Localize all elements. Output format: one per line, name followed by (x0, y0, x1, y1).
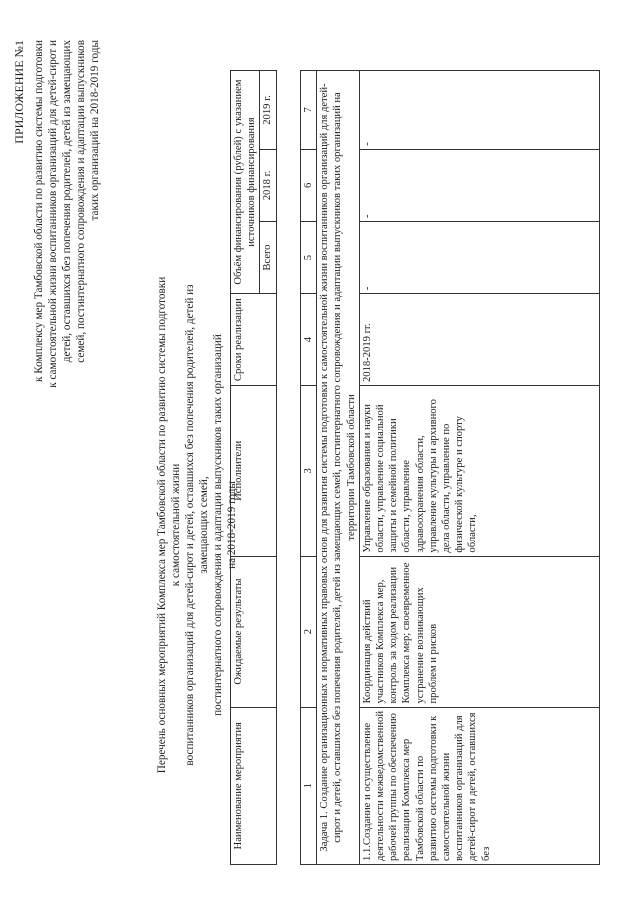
appendix-line: к Комплексу мер Тамбовской области по развитию системы подготовки (33, 40, 45, 383)
table-header (230, 70, 277, 865)
title-line: воспитанников организаций для детей-сирот и детей, оставшихся без попечения родителей, детей из замещающих семей, (184, 284, 210, 766)
funding-total: - (359, 221, 599, 293)
task-1: Задача 1. Создание организационных и нормативных правовых основ для развития системы подготовки к самостоятельной жизни воспитанников организаций для детей-сирот и детей, оставшихся без попечения родителей, детей из замещающих семей, постинтернатного сопровождения и адаптации выпускников таких организаций на территории Тамбовской области (317, 71, 360, 865)
header-executors: Исполнители (231, 386, 277, 557)
header-2019: 2019 г. (260, 71, 276, 150)
header-funding: Объём финансирования (рублей) с указанием источников финансирования (231, 71, 260, 294)
appendix-line: детей, оставшихся без попечения родителей, детей из замещающих (61, 40, 73, 363)
appendix-line: таких организаций на 2018-2019 годы (89, 40, 101, 221)
appendix-header (12, 40, 102, 600)
table-row-numbers (301, 71, 317, 865)
funding-2018: - (359, 149, 599, 221)
column-number: 2 (301, 556, 317, 707)
title-line: на 2018-2019 годы (226, 481, 238, 569)
activity-name: 1.1.Создание и осуществление деятельности межведомственной рабочей группы по обеспечению реализации Комплекса мер Тамбовской области по развитию системы подготовки к самостоятельной жизни воспитанников организаций для детей-сирот и детей, оставшихся без (359, 707, 599, 864)
appendix-line: семей, постинтернатного сопровождения и адаптации выпускников (75, 40, 87, 363)
header-name: Наименование мероприятия (231, 707, 277, 864)
expected-results: Координация действий участников Комплекса мер, контроль за ходом реализации Комплекса мер; своевременное устранение возникающих проблем и рисков (359, 556, 599, 707)
terms: 2018-2019 гг. (359, 294, 599, 386)
funding-2019: - (359, 71, 599, 150)
column-number: 3 (301, 385, 317, 556)
table-body (300, 70, 600, 865)
column-number: 6 (301, 149, 317, 221)
column-number: 7 (301, 71, 317, 150)
header-terms: Сроки реализации (231, 294, 277, 386)
table-row (359, 71, 599, 865)
appendix-number: ПРИЛОЖЕНИЕ №1 (12, 40, 26, 144)
executors: Управление образования и науки области, управление социальной защиты и семейной политики области, управление здравоохранения области, управление культуры и архивного дела области, управление по физической культуре и спорту области, (359, 385, 599, 556)
header-results: Ожидаемые результаты (231, 556, 277, 707)
column-number: 1 (301, 707, 317, 864)
title-line: Перечень основных мероприятий Комплекса мер Тамбовской области по развитию системы подготовки к самостоятельной жизни (156, 276, 182, 774)
table-row-task (317, 71, 360, 865)
column-number: 4 (301, 294, 317, 386)
header-total: Всего (260, 222, 276, 294)
title-line: постинтернатного сопровождения и адаптации выпускников таких организаций (212, 334, 224, 716)
header-2018: 2018 г. (260, 149, 276, 221)
column-number: 5 (301, 221, 317, 293)
appendix-line: к самостоятельной жизни воспитанников организаций для детей-сирот и (47, 40, 59, 388)
document-title (155, 275, 239, 775)
